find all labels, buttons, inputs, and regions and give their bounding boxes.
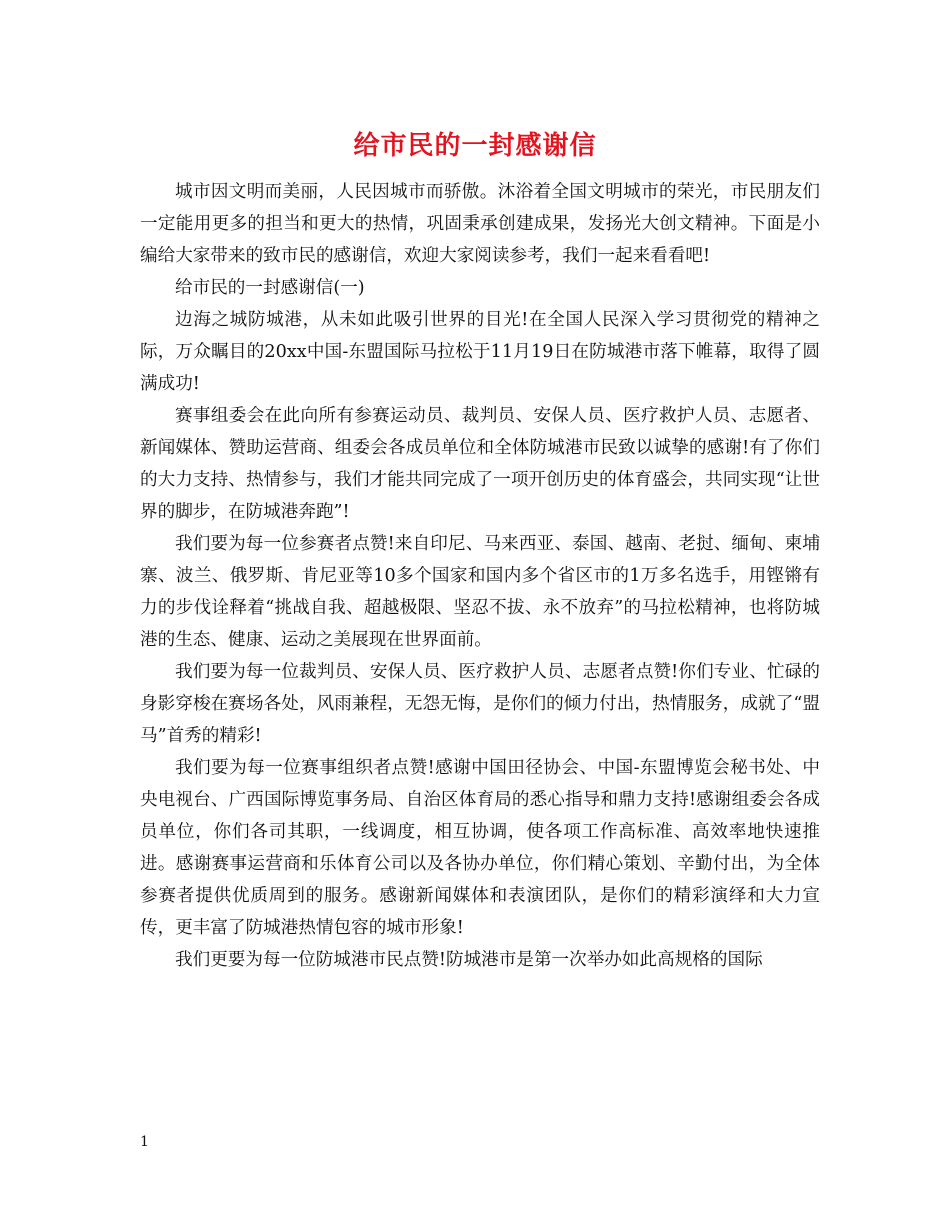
paragraph-citizens: 我们更要为每一位防城港市民点赞!防城港市是第一次举办如此高规格的国际: [175, 950, 763, 970]
paragraph-intro: 城市因文明而美丽，人民因城市而骄傲。沐浴着全国文明城市的荣光，市民朋友们一定能用更多的担当和更大的热情，巩固秉承创建成果，发扬光大创文精神。下面是小编给大家带来的致市民的感谢信，欢迎大家阅读参考，我们一起来看看吧!: [140, 182, 820, 266]
document-title: 给市民的一封感谢信: [353, 131, 597, 161]
paragraph-subheading: 给市民的一封感谢信(一): [175, 278, 365, 298]
paragraph-border-city: 边海之城防城港，从未如此吸引世界的目光!在全国人民深入学习贯彻党的精神之际，万众瞩目的20xx中国-东盟国际马拉松于11月19日在防城港市落下帷幕，取得了圆满成功!: [140, 310, 820, 394]
paragraph-participants: 我们要为每一位参赛者点赞!来自印尼、马来西亚、泰国、越南、老挝、缅甸、柬埔寨、波兰、俄罗斯、肯尼亚等10多个国家和国内多个省区市的1万多名选手，用铿锵有力的步伐诠释着“挑战自我、超越极限、坚忍不拔、永不放弃”的马拉松精神，也将防城港的生态、健康、运动之美展现在世界面前。: [140, 534, 820, 650]
page-number: 1: [140, 1134, 149, 1150]
document-body: [140, 176, 820, 976]
paragraph-thanks: 赛事组委会在此向所有参赛运动员、裁判员、安保人员、医疗救护人员、志愿者、新闻媒体、赞助运营商、组委会各成员单位和全体防城港市民致以诚挚的感谢!有了你们的大力支持、热情参与，我们才能共同完成了一项开创历史的体育盛会，共同实现“让世界的脚步，在防城港奔跑”!: [140, 406, 820, 522]
paragraph-organizers: 我们要为每一位赛事组织者点赞!感谢中国田径协会、中国-东盟博览会秘书处、中央电视台、广西国际博览事务局、自治区体育局的悉心指导和鼎力支持!感谢组委会各成员单位，你们各司其职，一线调度，相互协调，使各项工作高标准、高效率地快速推进。感谢赛事运营商和乐体育公司以及各协办单位，你们精心策划、辛勤付出，为全体参赛者提供优质周到的服务。感谢新闻媒体和表演团队，是你们的精彩演绎和大力宣传，更丰富了防城港热情包容的城市形象!: [140, 758, 820, 938]
paragraph-staff: 我们要为每一位裁判员、安保人员、医疗救护人员、志愿者点赞!你们专业、忙碌的身影穿梭在赛场各处，风雨兼程，无怨无悔，是你们的倾力付出，热情服务，成就了“盟马”首秀的精彩!: [140, 662, 820, 746]
